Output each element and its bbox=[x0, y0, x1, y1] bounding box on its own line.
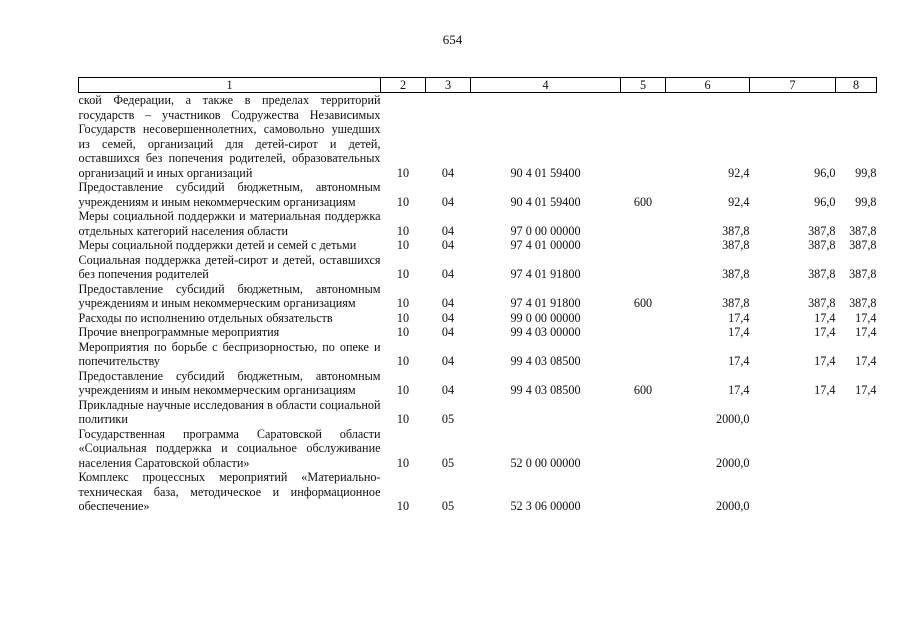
row-expense-type-cell bbox=[621, 470, 666, 514]
row-name-cell: Социальная поддержка детей-сирот и детей, оставшихся без попечения родителей bbox=[78, 252, 381, 281]
row-subsection-cell: 04 bbox=[441, 194, 455, 209]
header-col-7: 7 bbox=[750, 78, 836, 93]
row-amount-year1-cell: 387,8 bbox=[722, 223, 750, 238]
row-amount-year1-cell: 92,4 bbox=[728, 165, 750, 180]
row-amount-year3-cell: 99,8 bbox=[855, 165, 877, 180]
row-target-article-cell: 99 4 03 08500 bbox=[510, 383, 581, 397]
row-section-cell: 10 bbox=[396, 267, 410, 281]
row-amount-year2-cell: 96,0 bbox=[814, 165, 836, 180]
row-target-article-cell: 52 0 00 00000 bbox=[510, 455, 581, 470]
row-amount-year2-cell: 17,4 bbox=[814, 383, 836, 397]
row-amount-year1-cell: 92,4 bbox=[728, 194, 750, 209]
header-col-4: 4 bbox=[471, 78, 621, 93]
row-amount-year1-cell: 17,4 bbox=[728, 354, 750, 368]
row-target-article-cell: 97 4 01 91800 bbox=[510, 296, 581, 310]
row-target-article-cell: 97 0 00 00000 bbox=[510, 223, 581, 238]
row-amount-year3-cell bbox=[836, 398, 877, 427]
row-section-cell: 10 bbox=[396, 354, 410, 368]
table-row bbox=[79, 325, 877, 340]
row-amount-year3-cell bbox=[836, 427, 877, 471]
row-expense-type-cell bbox=[621, 325, 666, 340]
row-amount-year2-cell bbox=[750, 398, 836, 427]
row-section-cell: 10 bbox=[396, 412, 410, 426]
row-expense-type-cell bbox=[621, 253, 666, 282]
table-row bbox=[79, 282, 877, 311]
table-row bbox=[79, 311, 877, 326]
row-amount-year1-cell: 387,8 bbox=[722, 267, 750, 281]
row-amount-year2-cell: 387,8 bbox=[808, 267, 836, 281]
header-col-6: 6 bbox=[666, 78, 750, 93]
row-amount-year2-cell: 387,8 bbox=[808, 296, 836, 310]
row-target-article-cell: 90 4 01 59400 bbox=[510, 194, 581, 209]
header-col-8: 8 bbox=[836, 78, 877, 93]
row-amount-year3-cell bbox=[836, 470, 877, 514]
row-amount-year1-cell: 2000,0 bbox=[715, 499, 750, 513]
table-row bbox=[79, 470, 877, 514]
row-amount-year1-cell: 17,4 bbox=[728, 383, 750, 397]
row-amount-year3-cell: 17,4 bbox=[855, 354, 877, 368]
row-name-cell: Предоставление субсидий бюджетным, автономным учреждениям и иным некоммерческим организациям bbox=[78, 180, 381, 209]
row-amount-year3-cell: 17,4 bbox=[855, 325, 877, 339]
row-expense-type-cell bbox=[621, 340, 666, 369]
row-target-article-cell: 99 4 03 00000 bbox=[510, 325, 581, 339]
row-name-cell: Меры социальной поддержки детей и семей с детьми bbox=[78, 238, 357, 252]
row-section-cell: 10 bbox=[396, 223, 410, 238]
row-section-cell: 10 bbox=[396, 165, 410, 180]
row-amount-year2-cell bbox=[750, 427, 836, 471]
row-section-cell: 10 bbox=[396, 310, 410, 325]
row-expense-type-cell: 600 bbox=[633, 296, 653, 310]
row-amount-year2-cell: 387,8 bbox=[808, 238, 836, 252]
row-subsection-cell: 04 bbox=[441, 296, 455, 310]
header-col-2: 2 bbox=[381, 78, 426, 93]
row-amount-year3-cell: 387,8 bbox=[849, 267, 877, 281]
row-expense-type-cell bbox=[621, 93, 666, 181]
table-row bbox=[79, 369, 877, 398]
row-target-article-cell: 99 4 03 08500 bbox=[510, 354, 581, 368]
row-expense-type-cell bbox=[621, 311, 666, 326]
row-amount-year2-cell bbox=[750, 470, 836, 514]
header-row bbox=[79, 78, 877, 93]
row-target-article-cell: 97 4 01 00000 bbox=[510, 238, 581, 252]
row-amount-year1-cell: 387,8 bbox=[722, 238, 750, 252]
row-amount-year2-cell: 17,4 bbox=[814, 354, 836, 368]
row-expense-type-cell bbox=[621, 209, 666, 238]
row-amount-year2-cell: 17,4 bbox=[814, 310, 836, 325]
table-row bbox=[79, 209, 877, 238]
row-amount-year2-cell: 387,8 bbox=[808, 223, 836, 238]
row-amount-year3-cell: 387,8 bbox=[849, 296, 877, 310]
row-section-cell: 10 bbox=[396, 325, 410, 339]
budget-table bbox=[78, 77, 877, 514]
header-col-5: 5 bbox=[621, 78, 666, 93]
header-col-1: 1 bbox=[79, 78, 381, 93]
row-subsection-cell: 04 bbox=[441, 325, 455, 339]
row-amount-year1-cell: 387,8 bbox=[722, 296, 750, 310]
row-amount-year2-cell: 96,0 bbox=[814, 194, 836, 209]
row-section-cell: 10 bbox=[396, 238, 410, 252]
row-expense-type-cell bbox=[621, 398, 666, 427]
row-target-article-cell: 97 4 01 91800 bbox=[510, 267, 581, 281]
row-expense-type-cell bbox=[621, 427, 666, 471]
row-section-cell: 10 bbox=[396, 499, 410, 513]
row-section-cell: 10 bbox=[396, 383, 410, 397]
table-row bbox=[79, 427, 877, 471]
table-row bbox=[79, 398, 877, 427]
row-amount-year3-cell: 17,4 bbox=[855, 310, 877, 325]
row-subsection-cell: 04 bbox=[441, 310, 455, 325]
row-section-cell: 10 bbox=[396, 296, 410, 310]
row-name-cell: Предоставление субсидий бюджетным, автономным учреждениям и иным некоммерческим организациям bbox=[78, 368, 381, 397]
row-target-article-cell: 90 4 01 59400 bbox=[510, 165, 581, 180]
row-amount-year1-cell: 2000,0 bbox=[715, 412, 750, 426]
row-name-cell: Прочие внепрограммные мероприятия bbox=[78, 325, 280, 339]
row-amount-year2-cell: 17,4 bbox=[814, 325, 836, 339]
row-subsection-cell: 04 bbox=[441, 383, 455, 397]
table-row bbox=[79, 93, 877, 181]
row-amount-year1-cell: 17,4 bbox=[728, 310, 750, 325]
row-target-article-cell: 52 3 06 00000 bbox=[510, 499, 581, 513]
table-row bbox=[79, 253, 877, 282]
table-row bbox=[79, 238, 877, 253]
row-name-cell: ской Федерации, а также в пределах территорий государств – участников Содружества Независимых Государств несовершеннолетних, самовольно ушедших из семей, организаций для детей-сирот и детей, оставшихся без попечения родителей, образовательных организаций и иных организаций bbox=[78, 93, 381, 180]
row-amount-year3-cell: 387,8 bbox=[849, 223, 877, 238]
header-col-3: 3 bbox=[426, 78, 471, 93]
row-amount-year1-cell: 17,4 bbox=[728, 325, 750, 339]
row-amount-year3-cell: 17,4 bbox=[855, 383, 877, 397]
row-name-cell: Государственная программа Саратовской области «Социальная поддержка и социальное обслуживание населения Саратовской области» bbox=[78, 426, 381, 470]
row-subsection-cell: 04 bbox=[441, 238, 455, 252]
table-row bbox=[79, 340, 877, 369]
table-body bbox=[79, 93, 877, 514]
row-target-article-cell: 99 0 00 00000 bbox=[510, 310, 581, 325]
row-target-article-cell bbox=[471, 398, 621, 427]
row-subsection-cell: 04 bbox=[441, 223, 455, 238]
row-name-cell: Комплекс процессных мероприятий «Материально-техническая база, методическое и информационное обеспечение» bbox=[78, 470, 381, 513]
row-subsection-cell: 05 bbox=[441, 412, 455, 426]
row-subsection-cell: 04 bbox=[441, 267, 455, 281]
row-name-cell: Расходы по исполнению отдельных обязательств bbox=[78, 310, 333, 325]
row-amount-year3-cell: 387,8 bbox=[849, 238, 877, 252]
row-amount-year3-cell: 99,8 bbox=[855, 194, 877, 209]
row-expense-type-cell bbox=[621, 238, 666, 253]
row-subsection-cell: 05 bbox=[441, 499, 455, 513]
row-expense-type-cell: 600 bbox=[633, 383, 653, 397]
row-amount-year1-cell: 2000,0 bbox=[715, 455, 750, 470]
page-number: 654 bbox=[442, 32, 463, 47]
row-name-cell: Мероприятия по борьбе с беспризорностью, по опеке и попечительству bbox=[78, 339, 381, 368]
row-section-cell: 10 bbox=[396, 194, 410, 209]
row-name-cell: Прикладные научные исследования в области социальной политики bbox=[78, 397, 381, 426]
row-name-cell: Предоставление субсидий бюджетным, автономным учреждениям и иным некоммерческим организациям bbox=[78, 281, 381, 310]
table-row bbox=[79, 180, 877, 209]
row-expense-type-cell: 600 bbox=[633, 194, 653, 209]
row-name-cell: Меры социальной поддержки и материальная поддержка отдельных категорий населения области bbox=[78, 209, 381, 238]
row-subsection-cell: 04 bbox=[441, 165, 455, 180]
row-subsection-cell: 05 bbox=[441, 455, 455, 470]
row-subsection-cell: 04 bbox=[441, 354, 455, 368]
row-section-cell: 10 bbox=[396, 455, 410, 470]
